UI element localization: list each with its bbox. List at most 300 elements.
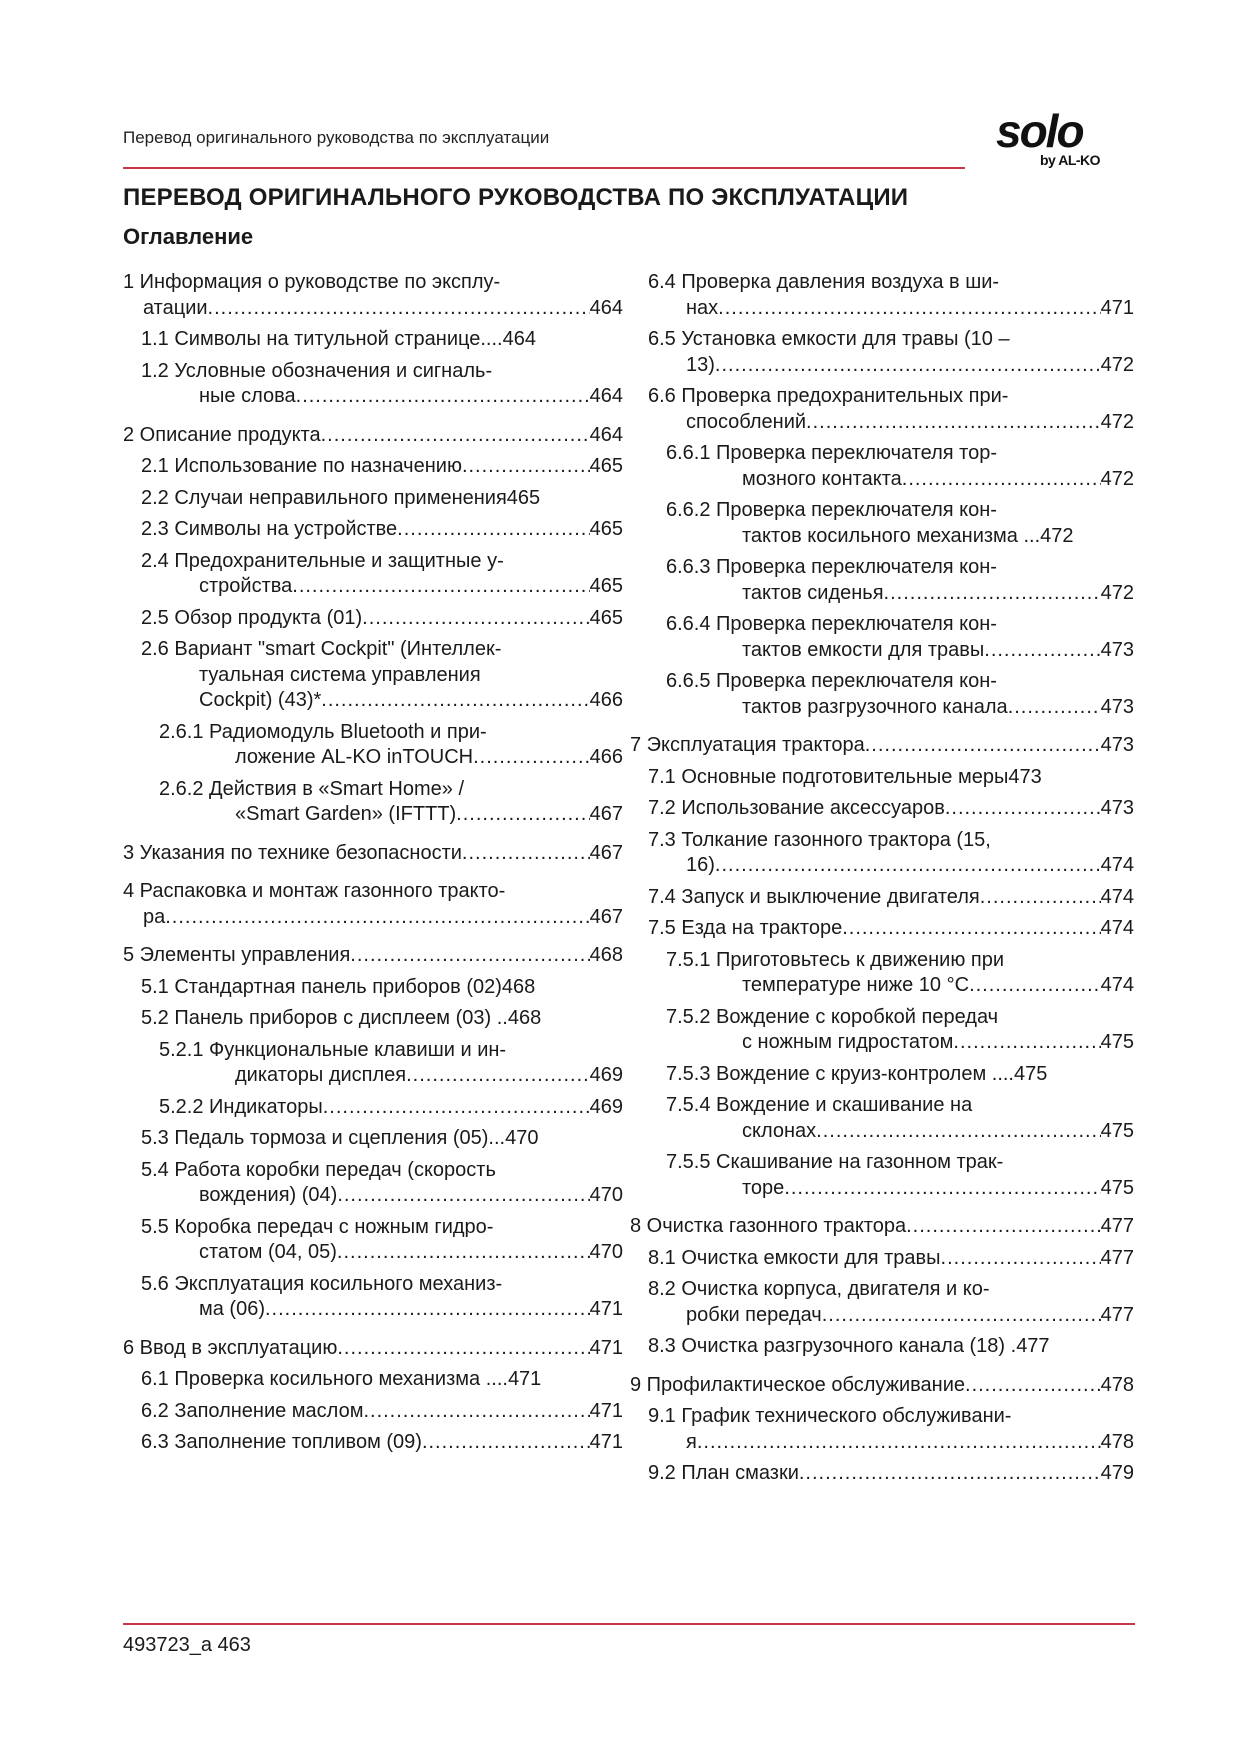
toc-page-number: 471 (589, 1298, 623, 1320)
toc-entry-line (648, 853, 1134, 879)
toc-leader-dots (296, 384, 590, 410)
toc-page-number: 471 (589, 1431, 623, 1453)
toc-entry-line (648, 1404, 1134, 1430)
toc-entry-text: склонах (742, 1119, 817, 1142)
toc-entry-text: 2.6.1 Радиомодуль Bluetooth и при- (159, 720, 487, 743)
toc-entry-line (666, 695, 1134, 721)
toc-entry-text: 2.6 Вариант "smart Cockpit" (Интеллек- (141, 638, 502, 660)
page-title: ПЕРЕВОД ОРИГИНАЛЬНОГО РУКОВОДСТВА ПО ЭКСПЛУАТАЦИИ (123, 184, 909, 211)
toc-entry-text: 8.1 Очистка емкости для травы (648, 1246, 941, 1269)
toc-entry-text: 9.1 График технического обслуживани- (648, 1405, 1012, 1427)
toc-entry-line (666, 1093, 1134, 1119)
toc-entry-line (648, 327, 1134, 353)
toc-page-number: 466 (589, 689, 623, 711)
toc-entry[interactable] (630, 733, 1134, 759)
toc-entry[interactable] (159, 1095, 623, 1121)
toc-entry-text: 6.6.5 Проверка переключателя кон- (666, 670, 997, 692)
toc-entry-line (141, 359, 623, 385)
toc-page-number: 471 (507, 1368, 542, 1390)
toc-entry-line (159, 1095, 623, 1121)
toc-leader-dots (422, 1430, 590, 1456)
toc-leader-dots (406, 1063, 590, 1089)
toc-entry-line (666, 581, 1134, 607)
toc-leader-dots (945, 796, 1101, 822)
toc-entry-line (159, 777, 623, 803)
toc-heading: Оглавление (123, 224, 254, 249)
toc-entry-text: 7.5 Езда на тракторе (648, 917, 843, 939)
toc-entry-text: 1.1 Символы на титульной странице.... (141, 328, 503, 350)
toc-entry-text: статом (04, 05) (199, 1241, 337, 1263)
toc-entry-line (666, 973, 1134, 999)
toc-leader-dots (1008, 695, 1101, 721)
toc-entry-text: стройства (199, 575, 293, 597)
toc-page-number: 478 (1100, 1373, 1134, 1396)
toc-entry[interactable] (630, 1214, 1134, 1240)
toc-page-number: 477 (1100, 1215, 1134, 1237)
toc-entry-line (630, 1214, 1134, 1240)
toc-leader-dots (941, 1246, 1101, 1272)
toc-page-number: 469 (589, 1064, 623, 1086)
toc-leader-dots (321, 423, 590, 449)
toc-entry[interactable] (141, 327, 623, 353)
toc-page-number: 473 (1008, 765, 1042, 788)
header-rule (123, 167, 965, 169)
toc-leader-dots (362, 606, 589, 632)
toc-entry-line (666, 669, 1134, 695)
toc-entry[interactable] (666, 1150, 1134, 1201)
toc-page-number: 478 (1100, 1430, 1134, 1453)
toc-entry[interactable] (648, 916, 1134, 942)
toc-entry[interactable] (123, 423, 623, 449)
toc-entry-text: способлений (686, 410, 807, 433)
footer-doc-id: 493723_a 463 (123, 1634, 251, 1656)
toc-entry-text: 6.3 Заполнение топливом (09) (141, 1431, 422, 1453)
toc-entry-text: тактов косильного механизма ... (742, 524, 1041, 547)
toc-entry-text: тактов емкости для травы (742, 638, 985, 661)
toc-entry-line (141, 1006, 623, 1032)
toc-entry-line (666, 1062, 1134, 1088)
toc-entry-line (141, 975, 623, 1001)
toc-entry[interactable] (648, 885, 1134, 911)
toc-entry-text: с ножным гидростатом (742, 1031, 954, 1053)
toc-entry-text: атации (143, 296, 208, 319)
toc-entry-text: 5.4 Работа коробки передач (скорость (141, 1158, 496, 1181)
toc-leader-dots (816, 1119, 1100, 1145)
toc-entry-line (159, 1038, 623, 1064)
toc-entry-line (123, 841, 623, 867)
toc-entry-text: 6.6.1 Проверка переключателя тор- (666, 442, 997, 464)
toc-entry-line (123, 943, 623, 969)
toc-entry-text: туальная система управления (199, 663, 481, 686)
toc-page-number: 465 (589, 606, 623, 629)
toc-entry[interactable] (141, 486, 623, 512)
toc-entry-line (666, 1150, 1134, 1176)
toc-entry-line (648, 1246, 1134, 1272)
toc-entry[interactable] (141, 1158, 623, 1209)
toc-page-number: 472 (1100, 410, 1134, 433)
logo-sub-text: by AL-KO (1040, 152, 1101, 168)
toc-entry-line (666, 1119, 1134, 1145)
toc-entry[interactable] (648, 1461, 1134, 1487)
toc-entry[interactable] (648, 765, 1134, 791)
toc-entry-line (630, 1373, 1134, 1399)
toc-page-number: 471 (1100, 296, 1134, 319)
toc-entry-text: тактов сиденья (742, 581, 884, 604)
toc-entry[interactable] (648, 270, 1134, 321)
toc-leader-dots (715, 853, 1101, 879)
toc-entry-line (141, 1297, 623, 1323)
toc-page-number: 467 (589, 841, 623, 864)
toc-entry-text: температуре ниже 10 °C (742, 974, 970, 996)
toc-leader-dots (842, 916, 1100, 942)
toc-page-number: 467 (589, 905, 623, 928)
toc-leader-dots (397, 517, 589, 543)
toc-entry-line (141, 486, 623, 512)
toc-entry-line (666, 612, 1134, 638)
toc-entry[interactable] (123, 841, 623, 867)
toc-entry-line (648, 410, 1134, 436)
toc-entry-text: 7.5.4 Вождение и скашивание на (666, 1094, 973, 1116)
running-header: Перевод оригинального руководства по эксплуатации (123, 128, 550, 147)
toc-leader-dots (456, 802, 589, 828)
toc-entry-text: тактов разгрузочного канала (742, 695, 1008, 718)
toc-entry-line (648, 1334, 1134, 1360)
toc-entry-text: 7.4 Запуск и выключение двигателя (648, 885, 980, 908)
toc-page-number: 465 (589, 455, 623, 477)
toc-entry-text: 8 Очистка газонного трактора (630, 1215, 907, 1237)
toc-entry-line (123, 905, 623, 931)
toc-entry-line (648, 916, 1134, 942)
toc-leader-dots (902, 467, 1101, 493)
toc-page-number: 464 (502, 328, 536, 350)
toc-leader-dots (323, 1095, 590, 1121)
toc-entry-text: ма (06) (199, 1298, 265, 1320)
toc-entry-line (648, 796, 1134, 822)
toc-entry-line (141, 1126, 623, 1152)
toc-entry[interactable] (159, 720, 623, 771)
toc-entry-line (141, 574, 623, 600)
toc-entry[interactable] (666, 555, 1134, 606)
toc-entry-text: 7.5.1 Приготовьтесь к движению при (666, 948, 1004, 971)
toc-leader-dots (337, 1336, 589, 1362)
toc-entry-text: 6.6.3 Проверка переключателя кон- (666, 556, 997, 578)
toc-entry-line (123, 1336, 623, 1362)
toc-entry-line (648, 765, 1134, 791)
toc-page-number: 470 (505, 1127, 539, 1149)
toc-entry[interactable] (141, 975, 623, 1001)
toc-page-number: 465 (589, 518, 623, 540)
toc-entry-line (648, 885, 1134, 911)
toc-entry-text: 5.1 Стандартная панель приборов (02) (141, 975, 502, 998)
toc-entry[interactable] (666, 1062, 1134, 1088)
toc-entry-text: 3 Указания по технике безопасности (123, 841, 462, 864)
toc-entry-line (123, 296, 623, 322)
toc-page-number: 470 (589, 1241, 623, 1263)
toc-page-number: 471 (589, 1399, 623, 1422)
toc-page-number: 474 (1100, 974, 1134, 996)
toc-entry-text: 8.2 Очистка корпуса, двигателя и ко- (648, 1278, 990, 1300)
toc-entry-line (648, 353, 1134, 379)
toc-entry-line (648, 1461, 1134, 1487)
toc-entry[interactable] (141, 1272, 623, 1323)
toc-entry-line (141, 1430, 623, 1456)
toc-entry[interactable] (666, 1093, 1134, 1144)
toc-entry-text: 6.4 Проверка давления воздуха в ши- (648, 271, 1000, 293)
toc-entry-text: 16) (686, 854, 715, 876)
toc-entry-text: я (686, 1430, 697, 1453)
toc-leader-dots (953, 1030, 1100, 1056)
toc-entry-text: 7.5.2 Вождение с коробкой передач (666, 1005, 999, 1028)
toc-entry[interactable] (141, 454, 623, 480)
toc-entry-line (666, 638, 1134, 664)
toc-page-number: 472 (1100, 353, 1134, 376)
toc-entry[interactable] (666, 1005, 1134, 1056)
toc-page-number: 468 (507, 1007, 542, 1029)
toc-entry-text: 7.5.5 Скашивание на газонном трак- (666, 1151, 1004, 1173)
toc-entry-text: 6.5 Установка емкости для травы (10 – (648, 328, 1010, 350)
toc-entry-text: 2.1 Использование по назначению (141, 455, 462, 477)
toc-entry-line (666, 555, 1134, 581)
toc-entry[interactable] (141, 517, 623, 543)
toc-leader-dots (884, 581, 1101, 607)
toc-page-number: 471 (589, 1336, 623, 1359)
toc-leader-dots (715, 353, 1101, 379)
toc-page-number: 469 (589, 1095, 623, 1118)
toc-leader-dots (462, 454, 590, 480)
toc-entry[interactable] (141, 549, 623, 600)
toc-page-number: 475 (1100, 1031, 1134, 1053)
toc-entry-text: 7.3 Толкание газонного трактора (15, (648, 828, 991, 851)
toc-page-number: 465 (506, 486, 541, 509)
toc-leader-dots (965, 1373, 1101, 1399)
toc-entry-text: 5.2.1 Функциональные клавиши и ин- (159, 1038, 507, 1061)
toc-entry-text: вождения) (04) (199, 1184, 338, 1206)
toc-entry-line (141, 1158, 623, 1184)
toc-entry-line (666, 1030, 1134, 1056)
toc-entry-text: 1.2 Условные обозначения и сигналь- (141, 359, 493, 382)
toc-right-column (630, 270, 1134, 1487)
toc-entry-line (666, 524, 1134, 550)
toc-entry[interactable] (123, 1336, 623, 1362)
toc-entry[interactable] (666, 441, 1134, 492)
toc-entry-line (141, 663, 623, 689)
toc-entry-text: 6.6 Проверка предохранительных при- (648, 385, 1009, 407)
toc-entry[interactable] (648, 796, 1134, 822)
toc-entry[interactable] (648, 1334, 1134, 1360)
toc-entry[interactable] (141, 637, 623, 714)
toc-entry-text: 5.6 Эксплуатация косильного механиз- (141, 1272, 503, 1295)
toc-entry-text: 6.2 Заполнение маслом (141, 1399, 364, 1422)
toc-entry[interactable] (648, 1246, 1134, 1272)
toc-entry-line (159, 720, 623, 746)
toc-entry-line (648, 1277, 1134, 1303)
toc-entry-text: 2.4 Предохранительные и защитные у- (141, 549, 504, 572)
toc-entry[interactable] (648, 1404, 1134, 1455)
toc-entry-line (666, 1005, 1134, 1031)
toc-entry-line (141, 327, 623, 353)
toc-entry-text: дикаторы дисплея (235, 1064, 407, 1086)
toc-entry-line (141, 1272, 623, 1298)
toc-entry-line (141, 1183, 623, 1209)
toc-entry-line (159, 1063, 623, 1089)
toc-entry-line (141, 688, 623, 714)
toc-entry[interactable] (648, 327, 1134, 378)
toc-page-number: 477 (1100, 1246, 1134, 1269)
toc-entry-text: 2.2 Случаи неправильного применения (141, 486, 507, 509)
toc-entry[interactable] (141, 1430, 623, 1456)
toc-page-number: 464 (589, 385, 623, 407)
toc-entry[interactable] (123, 879, 623, 930)
toc-entry-text: 2.5 Обзор продукта (01) (141, 606, 363, 629)
toc-entry-line (648, 384, 1134, 410)
toc-entry-text: мозного контакта (742, 467, 902, 490)
toc-entry-line (141, 549, 623, 575)
toc-entry-line (141, 384, 623, 410)
toc-entry-text: 7.5.3 Вождение с круиз-контролем .... (666, 1062, 1014, 1085)
toc-entry[interactable] (141, 1399, 623, 1425)
toc-page-number: 474 (1100, 885, 1134, 908)
toc-page-number: 472 (1040, 524, 1074, 547)
toc-entry-text: «Smart Garden» (IFTTT) (235, 803, 457, 825)
toc-leader-dots (984, 638, 1100, 664)
toc-entry-line (648, 1303, 1134, 1329)
toc-leader-dots (806, 410, 1101, 436)
toc-entry-text: 13) (686, 353, 715, 376)
toc-page-number: 467 (589, 803, 623, 825)
toc-entry[interactable] (630, 1373, 1134, 1399)
toc-entry-line (141, 454, 623, 480)
toc-entry-text: ложение AL-KO inTOUCH (235, 746, 474, 768)
toc-entry[interactable] (123, 943, 623, 969)
toc-entry-text: 6.1 Проверка косильного механизма .... (141, 1368, 508, 1390)
toc-page-number: 477 (1100, 1303, 1134, 1326)
toc-entry-text: 2.3 Символы на устройстве (141, 518, 398, 540)
toc-entry-line (666, 441, 1134, 467)
toc-leader-dots (865, 733, 1101, 759)
toc-page-number: 475 (1014, 1062, 1048, 1085)
toc-entry-line (666, 467, 1134, 493)
toc-page-number: 468 (589, 944, 623, 966)
toc-leader-dots (718, 296, 1100, 322)
toc-entry[interactable] (141, 359, 623, 410)
toc-leader-dots (292, 574, 589, 600)
toc-entry-line (141, 517, 623, 543)
toc-entry[interactable] (159, 777, 623, 828)
toc-entry[interactable] (666, 948, 1134, 999)
toc-entry[interactable] (123, 270, 623, 321)
toc-entry-text: 2 Описание продукта (123, 423, 321, 446)
toc-page-number: 479 (1100, 1462, 1134, 1484)
toc-leader-dots (822, 1303, 1101, 1329)
toc-entry[interactable] (648, 828, 1134, 879)
toc-entry[interactable] (666, 612, 1134, 663)
toc-entry-text: 7.1 Основные подготовительные меры (648, 765, 1009, 788)
toc-entry-line (666, 498, 1134, 524)
toc-page-number: 464 (589, 296, 623, 319)
toc-entry-line (159, 745, 623, 771)
toc-leader-dots (906, 1214, 1101, 1240)
toc-leader-dots (165, 905, 589, 931)
toc-entry[interactable] (141, 1126, 623, 1152)
toc-leader-dots (337, 1183, 589, 1209)
toc-entry-text: 5.5 Коробка передач с ножным гидро- (141, 1215, 494, 1238)
toc-leader-dots (208, 296, 590, 322)
toc-entry[interactable] (141, 1367, 623, 1393)
toc-entry-line (141, 637, 623, 663)
toc-leader-dots (697, 1430, 1101, 1456)
toc-leader-dots (969, 973, 1101, 999)
toc-entry-text: 4 Распаковка и монтаж газонного тракто- (123, 880, 506, 902)
toc-left-column (123, 270, 623, 1456)
solo-logo (996, 105, 1136, 170)
toc-entry[interactable] (666, 669, 1134, 720)
toc-page-number: 477 (1016, 1335, 1050, 1357)
toc-entry-text: 5.2 Панель приборов с дисплеем (03) .. (141, 1007, 508, 1029)
toc-entry-text: ра (143, 905, 166, 928)
toc-entry[interactable] (141, 606, 623, 632)
toc-entry-line (141, 606, 623, 632)
toc-page-number: 472 (1100, 581, 1134, 604)
toc-entry-line (123, 879, 623, 905)
toc-entry-line (666, 1176, 1134, 1202)
toc-entry-text: нах (686, 296, 719, 319)
toc-entry-text: ные слова (199, 385, 296, 407)
toc-entry-text: 6 Ввод в эксплуатацию (123, 1336, 338, 1359)
toc-leader-dots (321, 688, 589, 714)
toc-entry-text: 5 Элементы управления (123, 944, 351, 966)
toc-leader-dots (337, 1240, 590, 1266)
toc-entry-text: робки передач (686, 1303, 822, 1326)
toc-entry[interactable] (648, 384, 1134, 435)
toc-leader-dots (350, 943, 589, 969)
toc-page-number: 464 (589, 423, 623, 446)
toc-entry-line (141, 1215, 623, 1241)
toc-page-number: 473 (1100, 638, 1134, 661)
toc-entry-text: 1 Информация о руководстве по эксплу- (123, 271, 501, 293)
toc-entry-line (123, 270, 623, 296)
toc-leader-dots (462, 841, 590, 867)
toc-entry[interactable] (141, 1006, 623, 1032)
toc-entry-line (141, 1399, 623, 1425)
toc-entry-text: 6.6.2 Проверка переключателя кон- (666, 499, 997, 521)
toc-entry[interactable] (159, 1038, 623, 1089)
toc-entry-line (123, 423, 623, 449)
toc-leader-dots (363, 1399, 589, 1425)
toc-entry[interactable] (666, 498, 1134, 549)
toc-entry-text: 9 Профилактическое обслуживание (630, 1373, 966, 1396)
toc-entry[interactable] (648, 1277, 1134, 1328)
toc-leader-dots (473, 745, 590, 771)
toc-page-number: 473 (1100, 797, 1134, 819)
toc-entry-text: 6.6.4 Проверка переключателя кон- (666, 613, 997, 635)
toc-page-number: 473 (1100, 695, 1134, 718)
toc-page-number: 470 (589, 1184, 623, 1206)
toc-leader-dots (799, 1461, 1101, 1487)
toc-entry-text: Cockpit) (43)* (199, 689, 322, 711)
toc-page-number: 474 (1100, 854, 1134, 876)
toc-entry-text: 7.2 Использование аксессуаров (648, 797, 945, 819)
toc-entry-line (141, 1240, 623, 1266)
toc-entry-text: 9.2 План смазки (648, 1462, 799, 1484)
footer-rule (123, 1623, 1135, 1625)
toc-page-number: 472 (1100, 467, 1134, 490)
toc-leader-dots (265, 1297, 590, 1323)
toc-page-number: 475 (1100, 1176, 1134, 1199)
toc-entry-line (141, 1367, 623, 1393)
toc-entry[interactable] (141, 1215, 623, 1266)
toc-page-number: 473 (1100, 734, 1134, 756)
toc-entry-line (648, 270, 1134, 296)
